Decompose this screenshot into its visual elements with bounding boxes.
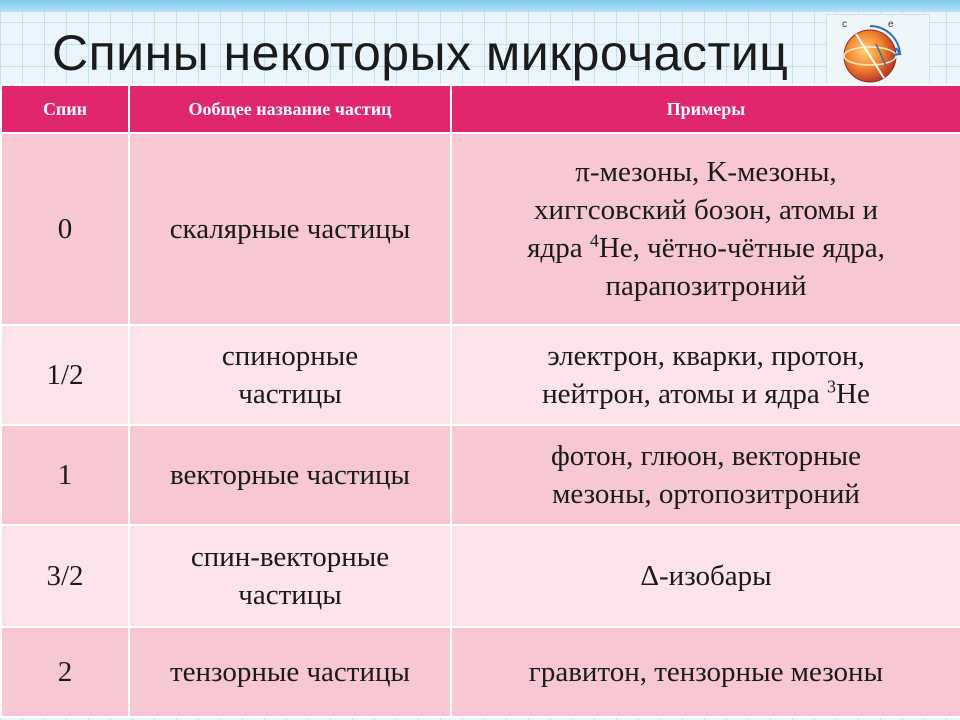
- spin-value: 1: [1, 425, 129, 525]
- examples-line: парапозитроний: [605, 270, 807, 302]
- examples-line: He: [836, 378, 870, 410]
- particle-name: [129, 525, 451, 627]
- examples-line: хиггсовский бозон, атомы и: [534, 194, 878, 226]
- table-body: [1, 133, 960, 717]
- spin-value: 0: [1, 133, 129, 325]
- particle-examples: [451, 425, 960, 525]
- spin-value: 3/2: [1, 525, 129, 627]
- slide-title: Спины некоторых микрочастиц: [52, 25, 789, 81]
- examples-line: ядра: [527, 232, 590, 264]
- table-row: [1, 627, 960, 717]
- particle-examples: [451, 325, 960, 425]
- examples-line: мезоны, ортопозитроний: [552, 478, 860, 510]
- logo: [826, 14, 930, 86]
- table-row: [1, 133, 960, 325]
- top-accent-bar: [0, 0, 960, 12]
- particle-examples: Δ-изобары: [451, 525, 960, 627]
- name-line: спин-векторные: [190, 541, 390, 573]
- spin-value: 1/2: [1, 325, 129, 425]
- isotope-mass-number: 3: [827, 376, 837, 397]
- particle-examples: гравитон, тензорные мезоны: [451, 627, 960, 717]
- examples-line: фотон, глюон, векторные: [550, 440, 862, 472]
- examples-line: нейтрон, атомы и ядра: [542, 378, 828, 410]
- isotope-mass-number: 4: [589, 230, 599, 251]
- header-row: [1, 85, 960, 133]
- particle-name: [129, 325, 451, 425]
- examples-line: π-мезоны, K-мезоны,: [575, 156, 837, 188]
- spin-value: 2: [1, 627, 129, 717]
- examples-line: электрон, кварки, протон,: [547, 340, 865, 372]
- logo-letter-c: c: [842, 19, 847, 30]
- particle-name: скалярные частицы: [129, 133, 451, 325]
- particle-name: тензорные частицы: [129, 627, 451, 717]
- logo-letter-e: e: [888, 19, 894, 30]
- spin-table: [0, 84, 960, 718]
- header-spin: Спин: [1, 85, 129, 133]
- header-examples: Примеры: [451, 85, 960, 133]
- table-row: [1, 525, 960, 627]
- name-line: спинорные: [221, 340, 359, 372]
- table-row: [1, 325, 960, 425]
- header-name: Ообщее название частиц: [129, 85, 451, 133]
- particle-name: векторные частицы: [129, 425, 451, 525]
- examples-line: He, чётно-чётные ядра,: [598, 232, 885, 264]
- table-header: [1, 85, 960, 133]
- name-line: частицы: [238, 378, 342, 410]
- name-line: частицы: [238, 579, 342, 611]
- particle-examples: [451, 133, 960, 325]
- table-row: [1, 425, 960, 525]
